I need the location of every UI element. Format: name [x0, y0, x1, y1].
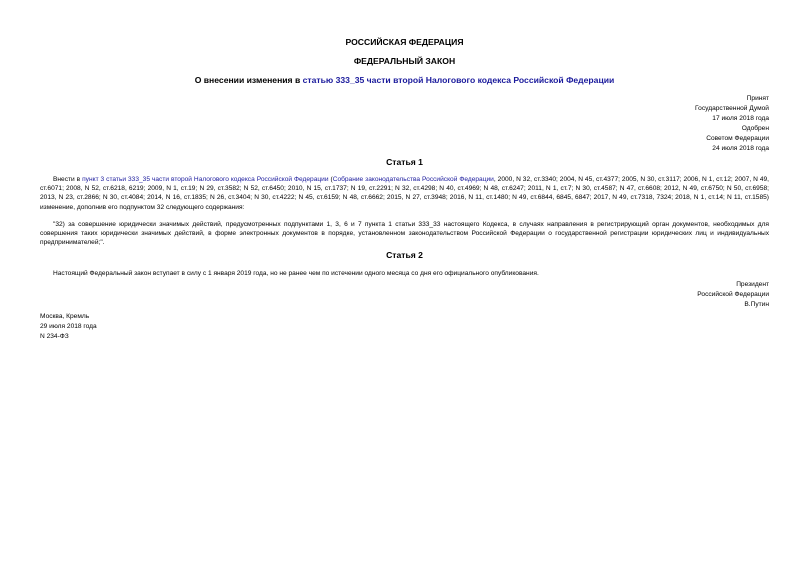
article-2-heading: Статья 2 — [386, 250, 423, 260]
signature-block — [697, 280, 769, 310]
document-page — [40, 0, 769, 571]
approval-line: Одобрен — [741, 125, 769, 132]
law-title-link[interactable]: статью 333_35 части второй Налогового кодекса Российской Федерации — [302, 75, 615, 85]
adoption-block — [695, 94, 769, 154]
article-1-heading: Статья 1 — [386, 157, 423, 167]
signature-title: Президент — [736, 281, 769, 288]
article-1-prefix: Внести в — [53, 176, 83, 183]
place-date-block — [40, 312, 97, 343]
article-1-paragraph — [40, 175, 769, 212]
article-1-link-paragraph[interactable]: пункт 3 статьи 333_35 части второй Налогового кодекса Российской Федерации — [82, 176, 329, 183]
adoption-line: Принят — [746, 95, 769, 102]
adoption-line: Государственной Думой — [695, 105, 769, 112]
article-1-quote-text: "32) за совершение юридически значимых действий, предусмотренных подпунктами 1, 3, 6 и 7 пункта 1 статьи 333_33 настоящего Кодекса, в случаях направления в регистрирующий орган документов, необходимых для совершения таких юридически значимых действий, в форме электронных документов в порядке, установленном законодательством Российской Федерации о государственной регистрации юридических лиц и индивидуальных предпринимателей;". — [40, 221, 769, 247]
place-line: Москва, Кремль — [40, 313, 90, 320]
country-heading: РОССИЙСКАЯ ФЕДЕРАЦИЯ — [345, 37, 464, 47]
article-1-mid: ( — [328, 176, 333, 183]
approval-line: 24 июля 2018 года — [712, 145, 769, 152]
law-type-heading: ФЕДЕРАЛЬНЫЙ ЗАКОН — [353, 56, 456, 66]
adoption-line: 17 июля 2018 года — [712, 115, 769, 122]
article-1-link-collection[interactable]: Собрание законодательства Российской Федерации — [332, 176, 494, 183]
article-1-citations: , 2000, N 32, ст.3340; 2004, N 45, ст.4377; 2005, N 30, ст.3117; 2006, N 1, ст.12; 2007, N 49, ст.6071; 2008, N 52, ст.6218, 6219; 2009, N 1, ст.19; N 29, ст.3582; N 52, ст.6450; 2010, N 15, ст.1737; N 19, ст.2291; N 32, ст.4298; N 40, ст.4969; N 48, ст.6247; 2011, N 1, ст.7; N 30, ст.4587; N 47, ст.6608; 2012, N 49, ст.6750; N 50, ст.6958; 2013, N 23, ст.2866; N 30, ст.4084; 2014, N 16, ст.1835; N 26, ст.3404; N 30, ст.4222; N 45, ст.6159; N 48, ст.6662; 2015, N 27, ст.3948; 2016, N 11, ст.1480; N 49, ст.6844, 6845, 6847; 2017, N 49, ст.7318, 7324; 2018, N 1, ст.14; N 11, ст.1585) изменение, дополнив его подпунктом 32 следующего содержания: — [40, 176, 770, 211]
signature-country: Российской Федерации — [697, 291, 769, 298]
article-1-quote — [40, 220, 769, 248]
law-number: N 234-ФЗ — [40, 333, 69, 341]
law-title-prefix: О внесении изменения в — [194, 75, 303, 85]
approval-line: Советом Федерации — [706, 135, 769, 142]
article-2-paragraph — [40, 269, 769, 278]
signature-name: В.Путин — [744, 301, 769, 308]
law-title — [40, 75, 769, 86]
article-2-text: Настоящий Федеральный закон вступает в силу с 1 января 2019 года, но не ранее чем по истечении одного месяца со дня его официального опубликования. — [53, 270, 539, 277]
date-line: 29 июля 2018 года — [40, 323, 97, 331]
